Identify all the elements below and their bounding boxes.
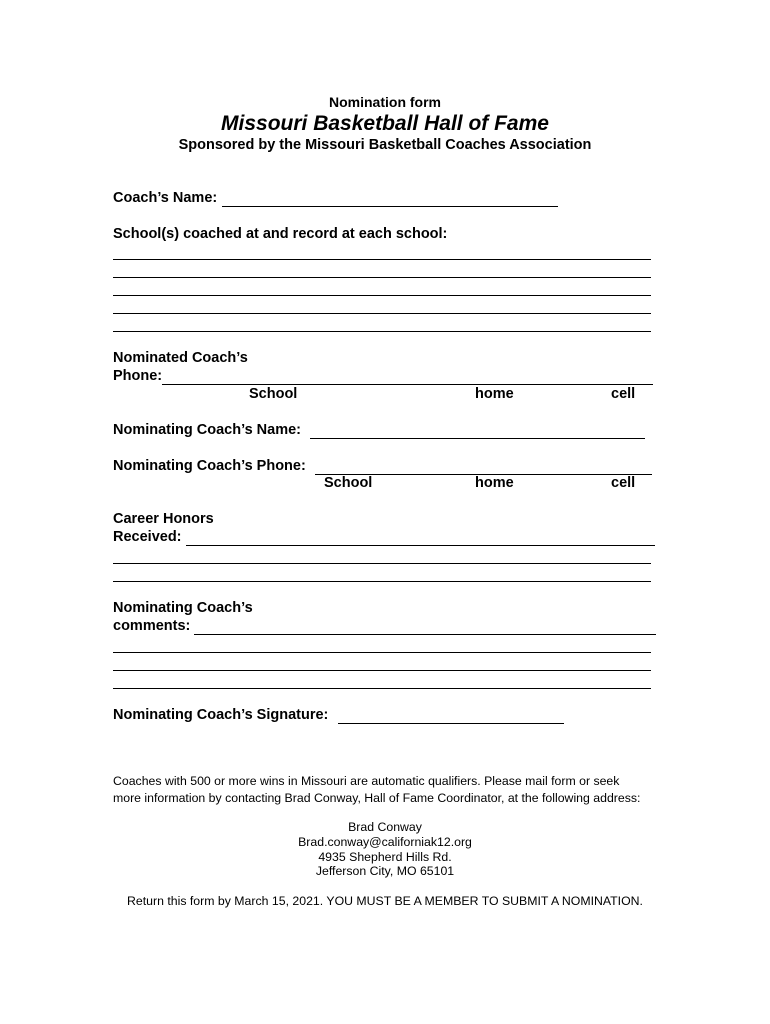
comments-label: comments: xyxy=(113,618,191,634)
phone-sublabel-school: School xyxy=(324,475,373,491)
nominating-phone-label: Nominating Coach’s Phone: xyxy=(113,458,306,474)
coach-name-field[interactable] xyxy=(222,206,558,207)
schools-field-line[interactable] xyxy=(113,295,651,296)
schools-field-line[interactable] xyxy=(113,313,651,314)
phone-sublabel-school: School xyxy=(249,386,298,402)
sponsor-line: Sponsored by the Missouri Basketball Coaches Association xyxy=(178,137,592,153)
schools-field-line[interactable] xyxy=(113,277,651,278)
phone-sublabel-cell: cell xyxy=(611,386,636,402)
schools-field-line[interactable] xyxy=(113,331,651,332)
contact-name: Brad Conway xyxy=(348,820,422,834)
nominated-phone-field[interactable] xyxy=(162,384,653,385)
comments-field-line[interactable] xyxy=(113,688,651,689)
coach-name-label: Coach’s Name: xyxy=(113,190,218,206)
nominated-phone-label: Phone: xyxy=(113,368,163,384)
schools-label: School(s) coached at and record at each school: xyxy=(113,226,448,242)
nominated-phone-label: Nominated Coach’s xyxy=(113,350,248,366)
form-kicker: Nomination form xyxy=(329,94,441,110)
nominating-name-field[interactable] xyxy=(310,438,645,439)
contact-city: Jefferson City, MO 65101 xyxy=(315,864,455,878)
comments-field-line[interactable] xyxy=(194,634,656,635)
honors-field-line[interactable] xyxy=(113,563,651,564)
signature-field[interactable] xyxy=(338,723,564,724)
honors-field-line[interactable] xyxy=(186,545,655,546)
contact-email: Brad.conway@californiak12.org xyxy=(298,835,472,849)
comments-field-line[interactable] xyxy=(113,670,651,671)
comments-field-line[interactable] xyxy=(113,652,651,653)
info-text: Coaches with 500 or more wins in Missouri are automatic qualifiers. Please mail form or seek xyxy=(113,774,620,788)
honors-label: Received: xyxy=(113,529,182,545)
contact-street: 4935 Shepherd Hills Rd. xyxy=(318,850,452,864)
honors-field-line[interactable] xyxy=(113,581,651,582)
phone-sublabel-cell: cell xyxy=(611,475,636,491)
phone-sublabel-home: home xyxy=(475,386,514,402)
signature-label: Nominating Coach’s Signature: xyxy=(113,707,329,723)
nominating-name-label: Nominating Coach’s Name: xyxy=(113,422,301,438)
comments-label: Nominating Coach’s xyxy=(113,600,253,616)
honors-label: Career Honors xyxy=(113,511,214,527)
page-title: Missouri Basketball Hall of Fame xyxy=(221,112,549,135)
phone-sublabel-home: home xyxy=(475,475,514,491)
info-text: more information by contacting Brad Conway, Hall of Fame Coordinator, at the following address: xyxy=(113,791,641,805)
schools-field-line[interactable] xyxy=(113,259,651,260)
deadline-notice: Return this form by March 15, 2021. YOU MUST BE A MEMBER TO SUBMIT A NOMINATION. xyxy=(127,894,643,908)
